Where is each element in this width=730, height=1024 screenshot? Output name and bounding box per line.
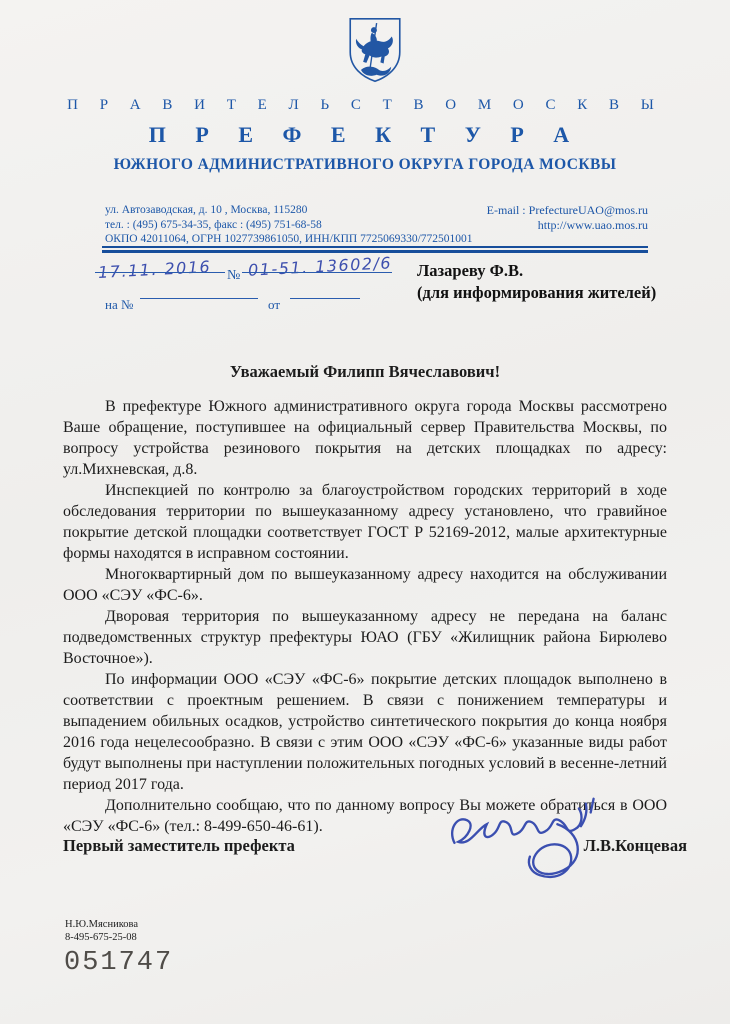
salutation: Уважаемый Филипп Вячеславович! (229, 362, 501, 381)
outgoing-date-handwritten: 17.11. 2016 (97, 257, 212, 282)
phone-fax-line: тел. : (495) 675-34-35, факс : (495) 751-68-58 (105, 218, 322, 231)
body-paragraph: Многоквартирный дом по вышеуказанному адресу находится на обслуживании ООО «СЭУ «ФС-6». (63, 566, 667, 604)
executor-phone: 8-495-675-25-08 (65, 932, 137, 943)
district-title: ЮЖНОГО АДМИНИСТРАТИВНОГО ОКРУГА ГОРОДА МОСКВЫ (113, 156, 617, 173)
signer-title: Первый заместитель префекта (63, 836, 295, 855)
reply-date-underline (290, 298, 360, 299)
outgoing-number-handwritten: 01-51. 13602/6 (247, 253, 393, 280)
address-block (105, 203, 473, 247)
number-underline (242, 272, 392, 273)
body-paragraph: Дополнительно сообщаю, что по данному вопросу Вы можете обратиться в ООО «СЭУ «ФС-6» (тел.: 8-499-650-46-61). (63, 797, 667, 835)
moscow-coat-of-arms-icon (347, 16, 403, 84)
reply-number-underline (140, 298, 258, 299)
body-paragraph: Инспекцией по контролю за благоустройством городских территорий в ходе обследования территории по вышеуказанному адресу установлено, что гравийное покрытие детской площадки соответствует ГОСТ Р 52169-2012, малые архитектурные формы находятся в исправном состоянии. (63, 482, 667, 562)
addressee-block (417, 260, 656, 304)
registration-stamp-number: 051747 (64, 948, 174, 978)
handwritten-signature (445, 786, 605, 884)
body-paragraph: В префектуре Южного административного округа города Москвы рассмотрено Ваше обращение, поступившее на официальный сервер Правительства Москвы, по вопросу устройства резинового покрытия на детских площадках по адресу: ул.Михневская, д.8. (63, 398, 667, 478)
addressee-name: Лазареву Ф.В. (417, 261, 524, 280)
signer-name: Л.В.Концевая (583, 836, 687, 855)
address-line: ул. Автозаводская, д. 10 , Москва, 115280 (105, 204, 308, 216)
number-sign: № (227, 268, 241, 283)
signing-row (63, 836, 687, 856)
prefecture-title: П Р Е Ф Е К Т У Р А (148, 122, 582, 147)
body-paragraph: По информации ООО «СЭУ «ФС-6» покрытие детских площадок выполнено в соответствии с проектным решением. В связи с понижением температуры и выпадением обильных осадков, устройство синтетического покрытия до конца ноября 2016 года нецелесообразно. В связи с этим ООО «СЭУ «ФС-6» указанные виды работ будут выполнены при наступлении положительных погодных условий в весенне-летний период 2017 года. (63, 671, 667, 793)
executor-name: Н.Ю.Мясникова (65, 919, 138, 930)
date-underline (95, 272, 225, 273)
email-line: E-mail : PrefectureUAO@mos.ru (486, 203, 648, 217)
executor-block (65, 918, 138, 944)
addressee-note: (для информирования жителей) (417, 283, 657, 302)
body-paragraph: Дворовая территория по вышеуказанному адресу не передана на баланс подведомственных структур префектуры ЮАО (ГБУ «Жилищник района Бирюлево Восточное»). (63, 608, 667, 667)
government-title: П Р А В И Т Е Л Ь С Т В О М О С К В Ы (67, 97, 663, 113)
reply-to-label: на № (105, 297, 134, 312)
website-line: http://www.uao.mos.ru (537, 218, 648, 232)
letter-body (63, 396, 667, 837)
registration-codes-line: ОКПО 42011064, ОГРН 1027739861050, ИНН/КПП 7725069330/772501001 (105, 233, 473, 245)
contact-block (487, 203, 648, 233)
header-divider (102, 246, 648, 253)
reply-from-label: от (268, 297, 281, 312)
